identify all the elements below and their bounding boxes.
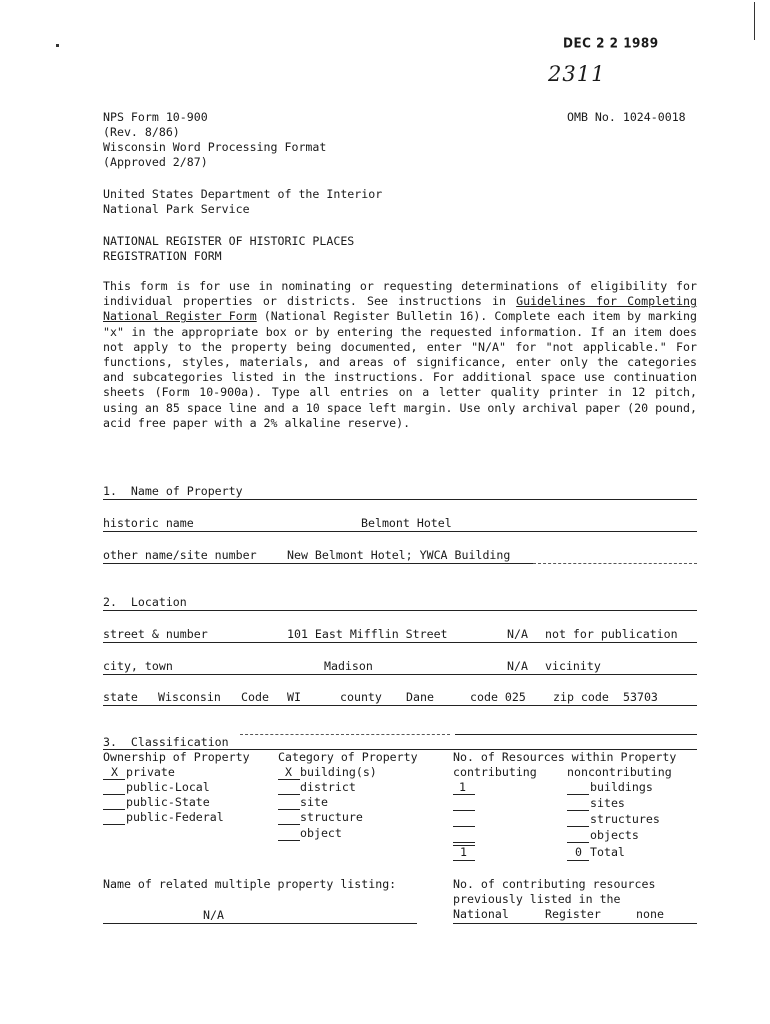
ownership-private-label: private [126, 765, 175, 779]
count-line[interactable] [453, 794, 475, 795]
section-heading-location: 2. Location [103, 595, 187, 609]
noncontributing-sites-label: sites [590, 796, 625, 810]
contributing-header: contributing [453, 765, 537, 779]
instructions-paragraph [103, 279, 697, 431]
form-format: Wisconsin Word Processing Format [103, 140, 327, 154]
form-number: NPS Form 10-900 [103, 110, 208, 124]
state-code-value: WI [287, 690, 301, 704]
checkbox-line[interactable] [103, 809, 125, 810]
state-value: Wisconsin [158, 690, 221, 704]
count-line[interactable] [453, 826, 475, 827]
contributing-buildings[interactable]: 1 [459, 780, 466, 794]
related-listing-value: N/A [203, 908, 224, 922]
section-divider [455, 734, 697, 735]
street-label: street & number [103, 627, 208, 641]
count-line[interactable] [567, 842, 589, 843]
category-object-label: object [300, 826, 342, 840]
zip-label: zip code [553, 690, 609, 704]
omb-number: OMB No. 1024-0018 [567, 110, 686, 124]
checkbox-line[interactable] [278, 779, 300, 780]
count-line[interactable] [567, 794, 589, 795]
ownership-public-local-label: public-Local [126, 780, 210, 794]
related-listing-label: Name of related multiple property listing: [103, 877, 397, 891]
noncontributing-total[interactable]: 0 [575, 845, 582, 859]
previously-listed-register: Register [545, 907, 601, 921]
section-heading-classification: 3. Classification [103, 735, 229, 749]
field-line [103, 923, 417, 924]
guidelines-reference: Guidelines for Completing National Register Form [103, 294, 697, 324]
scan-mark [754, 2, 755, 40]
other-name-value: New Belmont Hotel; YWCA Building [287, 548, 511, 562]
count-line[interactable] [453, 842, 475, 843]
field-line [533, 563, 697, 564]
count-line[interactable] [567, 826, 589, 827]
noncontributing-buildings-label: buildings [590, 780, 653, 794]
count-line[interactable] [567, 810, 589, 811]
checkbox-line[interactable] [278, 824, 300, 825]
not-for-publication-label: not for publication [545, 627, 678, 641]
section-divider [240, 734, 450, 735]
checkbox-line[interactable] [278, 794, 300, 795]
category-site-label: site [300, 795, 328, 809]
historic-name-value: Belmont Hotel [361, 516, 452, 530]
form-approved: (Approved 2/87) [103, 155, 208, 169]
count-line[interactable] [567, 860, 589, 861]
handwritten-number: 2311 [548, 62, 606, 86]
agency-service: National Park Service [103, 202, 250, 216]
state-label: state [103, 690, 138, 704]
noncontributing-header: noncontributing [567, 765, 672, 779]
field-line [103, 642, 697, 643]
previously-listed-national: National [453, 907, 509, 921]
field-line [453, 923, 697, 924]
zip-value: 53703 [623, 690, 658, 704]
instructions-text-continued: (National Register Bulletin 16). Complete each item by marking "x" in the appropriate box or by entering the requested information. If an item does not apply to the property being documented, enter "N/A" for "not applicable." For functions, styles, materials, and areas of significance, enter only the categories and subcategories listed in the instructions. For additional space use continuation sheets (Form 10-900a). Type all entries on a letter quality printer in 12 pitch, using an 85 space line and a 10 space left margin. Use only archival paper (20 pound, acid free paper with a 2% alkaline reserve). [103, 309, 697, 430]
city-label: city, town [103, 659, 173, 673]
field-line [103, 563, 533, 564]
category-district-label: district [300, 780, 356, 794]
category-structure-label: structure [300, 810, 363, 824]
checkbox-line[interactable] [278, 840, 300, 841]
state-code-label: Code [241, 690, 269, 704]
count-line[interactable] [453, 860, 475, 861]
category-building-label: building(s) [300, 765, 377, 779]
instructions-text: This form is for use in nominating or requesting determinations of eligibility for individual properties or districts. See instructions in [103, 279, 697, 309]
checkbox-line[interactable] [278, 809, 300, 810]
historic-name-label: historic name [103, 516, 194, 530]
form-title: NATIONAL REGISTER OF HISTORIC PLACES [103, 234, 355, 248]
section-heading-name: 1. Name of Property [103, 484, 243, 498]
city-value: Madison [324, 659, 373, 673]
category-building-mark[interactable]: X [285, 765, 292, 779]
street-na: N/A [507, 627, 528, 641]
vicinity-label: vicinity [545, 659, 601, 673]
form-subtitle: REGISTRATION FORM [103, 249, 222, 263]
scan-mark [56, 44, 59, 47]
agency-department: United States Department of the Interior [103, 187, 383, 201]
noncontributing-objects-label: objects [590, 828, 639, 842]
previously-listed-value: none [636, 907, 664, 921]
received-date-stamp: DEC 2 2 1989 [563, 35, 659, 51]
section-divider [103, 610, 697, 611]
section-divider [103, 499, 697, 500]
field-line [103, 705, 697, 706]
contributing-total[interactable]: 1 [460, 845, 467, 859]
county-code: code 025 [470, 690, 526, 704]
checkbox-line[interactable] [103, 779, 125, 780]
ownership-public-federal-label: public-Federal [126, 810, 224, 824]
checkbox-line[interactable] [103, 794, 125, 795]
checkbox-line[interactable] [103, 824, 125, 825]
street-value: 101 East Mifflin Street [287, 627, 448, 641]
ownership-header: Ownership of Property [103, 750, 250, 764]
ownership-private-mark[interactable]: X [111, 765, 118, 779]
count-line[interactable] [453, 810, 475, 811]
category-header: Category of Property [278, 750, 418, 764]
noncontributing-structures-label: structures [590, 812, 660, 826]
form-revision: (Rev. 8/86) [103, 125, 180, 139]
ownership-public-state-label: public-State [126, 795, 210, 809]
field-line [103, 531, 697, 532]
other-name-label: other name/site number [103, 548, 257, 562]
county-label: county [340, 690, 382, 704]
field-line [103, 674, 697, 675]
previously-listed-label-2: previously listed in the [453, 892, 621, 906]
resources-header: No. of Resources within Property [453, 750, 677, 764]
city-na: N/A [507, 659, 528, 673]
county-value: Dane [406, 690, 434, 704]
previously-listed-label-1: No. of contributing resources [453, 877, 656, 891]
total-label: Total [590, 845, 625, 859]
